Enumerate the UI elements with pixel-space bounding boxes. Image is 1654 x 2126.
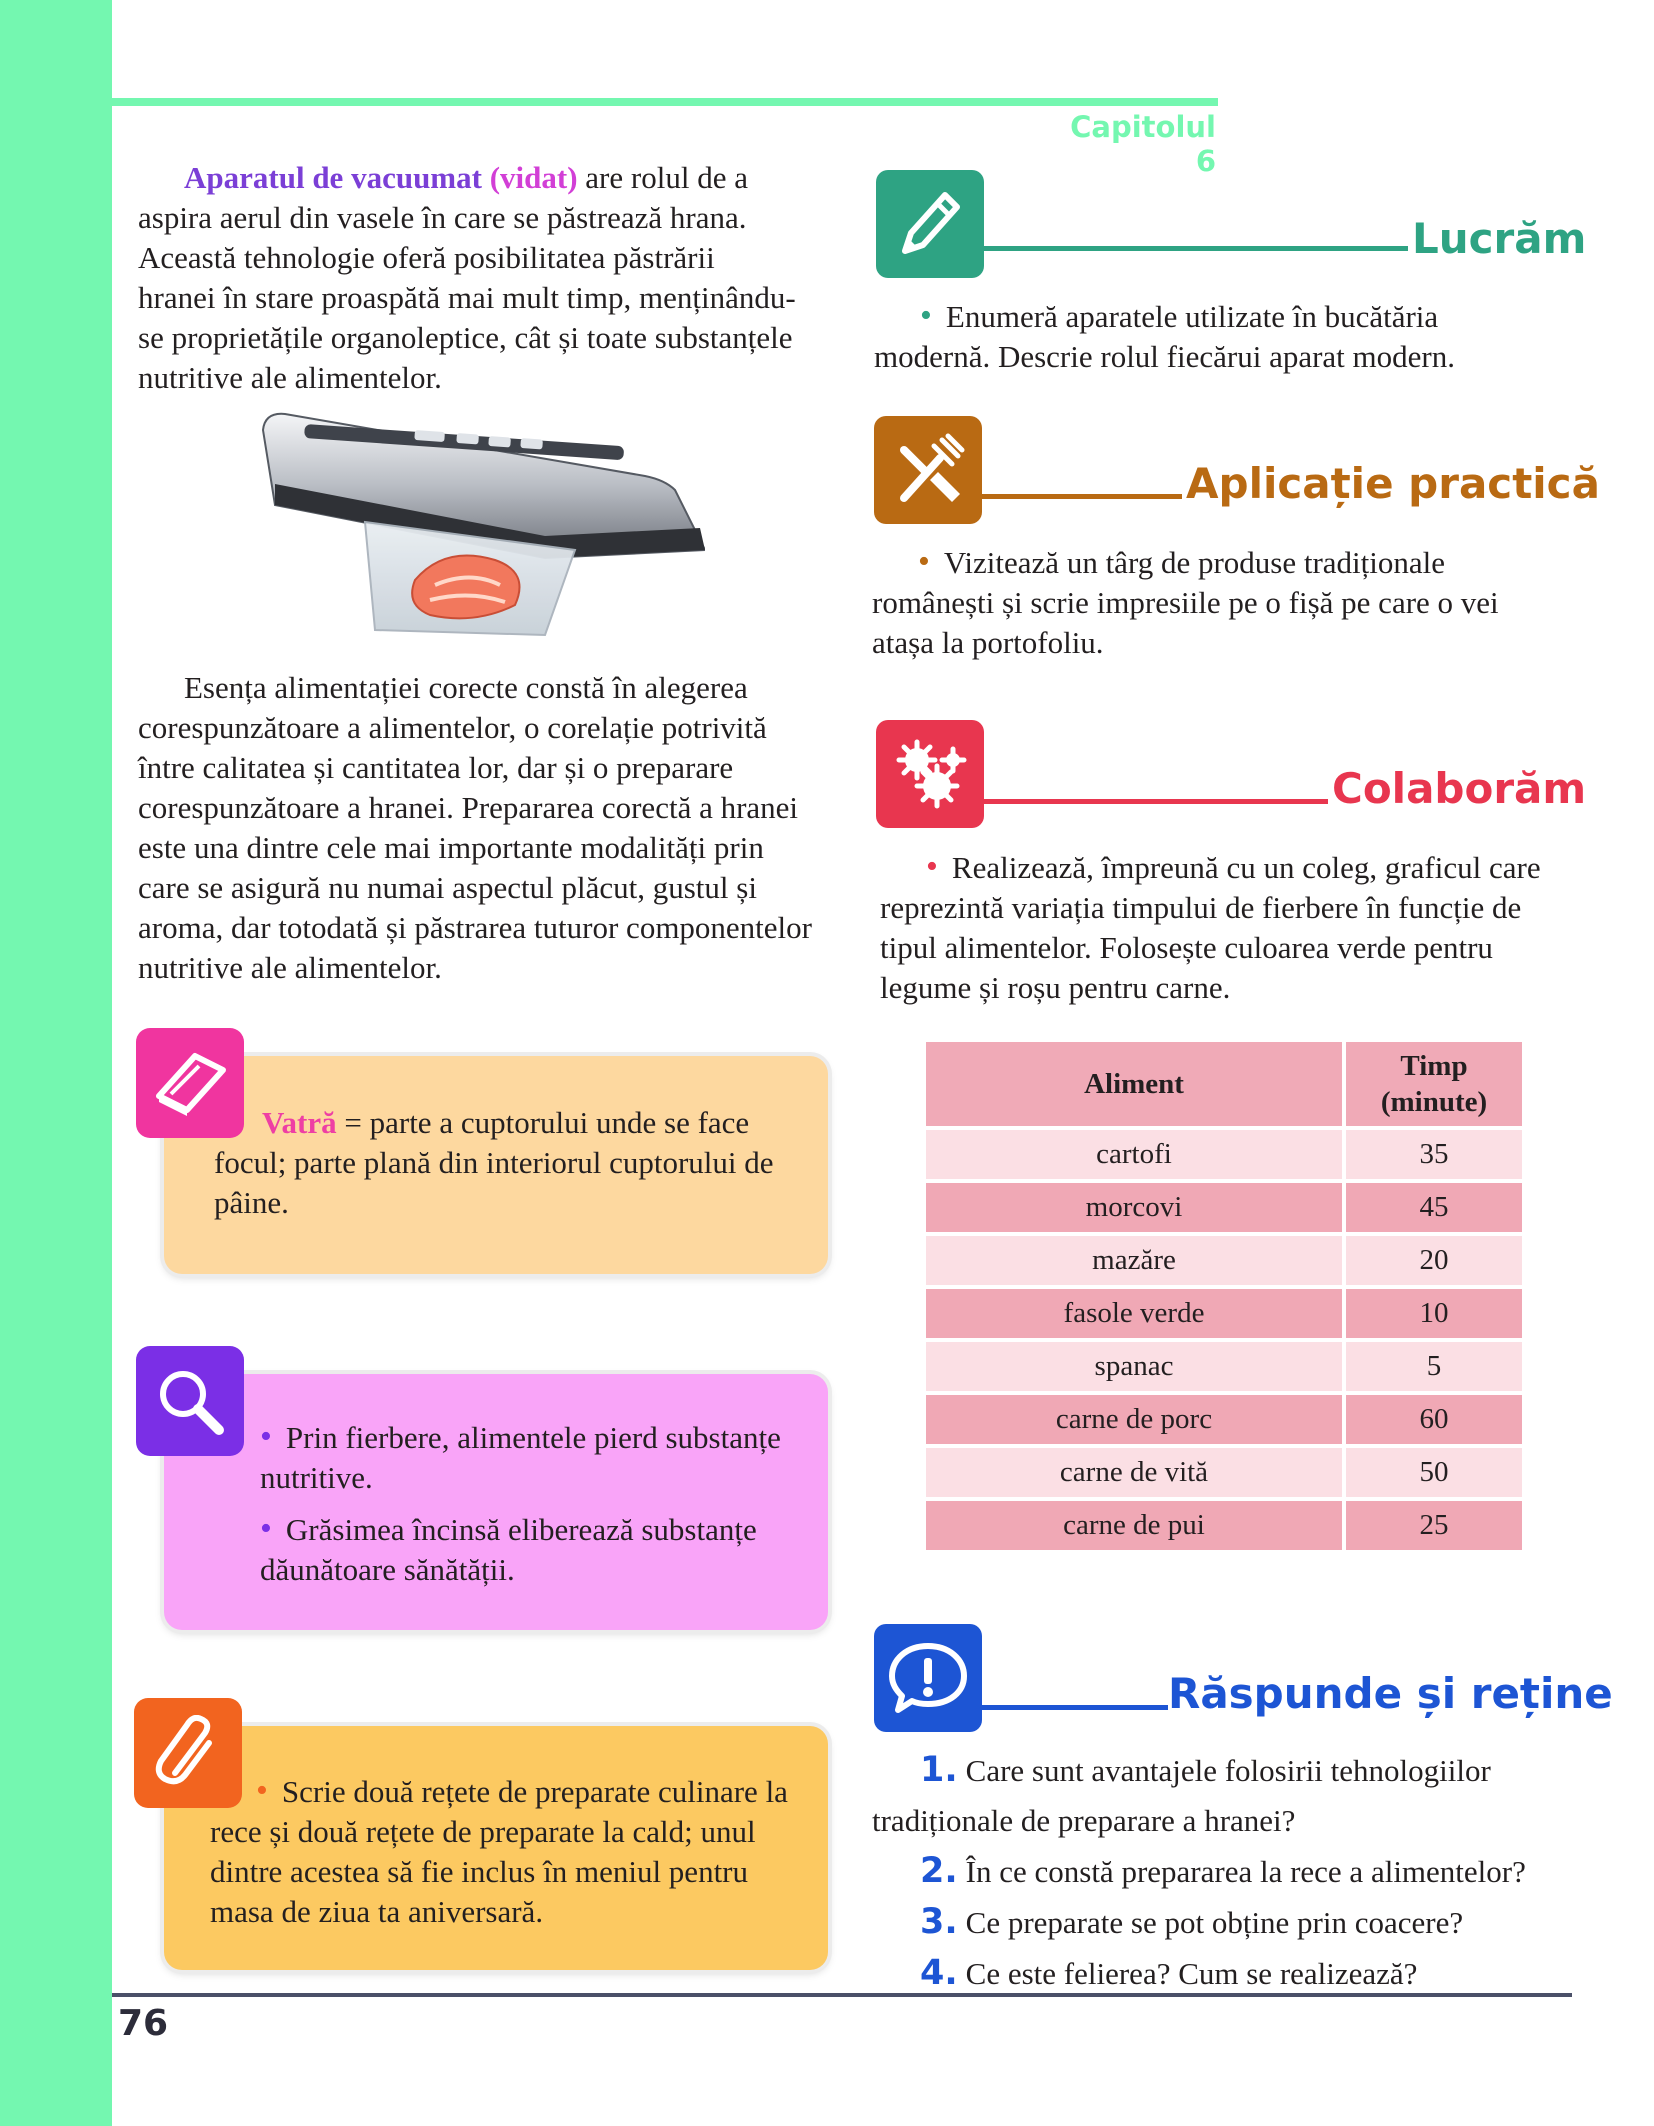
raspunde-title-rule — [982, 1705, 1168, 1710]
table-header-aliment: Aliment — [926, 1042, 1342, 1126]
table-row — [926, 1448, 1522, 1497]
aplicatie-description: Vizitează un târg de produse tradiționale românești și scrie impresiile pe o fișă pe care o vei atașa la portofoliu. — [872, 545, 1499, 660]
question-item: 3. Ce preparate se pot obține prin coacere? — [920, 1902, 1464, 1942]
colaboram-text: • Realizează, împreună cu un coleg, graficul care reprezintă variația timpului de fierbere în funcție de tipul alimentelor. Folosește culoarea verde pentru legume și roșu pentru carne. — [880, 848, 1541, 1005]
question-item: 4. Ce este felierea? Cum se realizează? — [920, 1953, 1418, 1993]
term-vidat: vidat — [500, 160, 568, 195]
vacuum-sealer-image — [245, 410, 705, 640]
table-cell-timp: 60 — [1346, 1395, 1522, 1444]
table-cell-aliment: mazăre — [926, 1236, 1342, 1285]
term-vidat-open: ( — [489, 160, 501, 195]
table-row — [926, 1395, 1522, 1444]
glossary-definition: = parte a cuptorului unde se face focul; parte plană din interiorul cuptorului de pâine. — [214, 1105, 774, 1220]
table-row — [926, 1342, 1522, 1391]
glossary-text — [214, 1103, 814, 1223]
colaboram-description: Realizează, împreună cu un coleg, graficul care reprezintă variația timpului de fierbere în funcție de tipul alimentelor. Folosește culoarea verde pentru legume și roșu pentru carne. — [880, 850, 1541, 1005]
colaboram-title: Colaborăm — [1332, 764, 1587, 813]
aplicatie-title: Aplicație practică — [1186, 459, 1600, 508]
table-row — [926, 1289, 1522, 1338]
table-cell-timp: 10 — [1346, 1289, 1522, 1338]
lucram-title: Lucrăm — [1412, 214, 1587, 263]
table-header-timp — [1346, 1042, 1522, 1126]
lucram-description: Enumeră aparatele utilizate în bucătăria modernă. Descrie rolul fiecărui aparat modern. — [874, 299, 1455, 374]
header-rule — [112, 98, 1218, 106]
lucram-icon-box — [876, 170, 984, 278]
questions-list — [872, 1745, 1572, 1999]
chapter-label: Capitolul 6 — [1070, 110, 1216, 178]
task-description: Scrie două rețete de preparate culinare la rece și două rețete de preparate la cald; unul dintre acestea să fie inclus în meniul pentru masa de ziua ta aniversară. — [210, 1774, 788, 1929]
table-cell-timp: 50 — [1346, 1448, 1522, 1497]
fact-item: • Prin fierbere, alimentele pierd substanțe nutritive. — [260, 1418, 781, 1495]
essence-text: Esența alimentației corecte constă în alegerea corespunzătoare a alimentelor, o corelație potrivită între calitatea și cantitatea lor, dar și o preparare corespunzătoare a hranei. Prepararea corectă a hranei este una dintre cele mai importante modalități prin care se asigură nu numai aspectul plăcut, gustul și aroma, dar totodată și păstrarea tuturor componentelor nutritive ale alimentelor. — [138, 670, 812, 985]
table-cell-aliment: cartofi — [926, 1130, 1342, 1179]
table-cell-timp: 45 — [1346, 1183, 1522, 1232]
speech-bubble-icon — [888, 1640, 968, 1716]
question-item: 1. Care sunt avantajele folosirii tehnologiilor — [920, 1750, 1491, 1790]
table-row — [926, 1501, 1522, 1550]
table-cell-aliment: fasole verde — [926, 1289, 1342, 1338]
table-row — [926, 1236, 1522, 1285]
page-number: 76 — [118, 2003, 169, 2044]
essence-paragraph — [138, 668, 818, 988]
aplicatie-text: • Vizitează un târg de produse tradiționale românești și scrie impresiile pe o fișă pe care o vei atașa la portofoliu. — [872, 543, 1499, 660]
gears-icon — [891, 736, 969, 812]
table-cell-aliment: carne de vită — [926, 1448, 1342, 1497]
colaboram-icon-box — [876, 720, 984, 828]
table-cell-aliment: carne de porc — [926, 1395, 1342, 1444]
boiling-time-table — [922, 1038, 1526, 1554]
footer-rule — [112, 1993, 1572, 1997]
table-cell-aliment: carne de pui — [926, 1501, 1342, 1550]
table-header-timp-line2: (minute) — [1380, 1086, 1488, 1118]
table-cell-timp: 35 — [1346, 1130, 1522, 1179]
raspunde-title: Răspunde și reține — [1168, 1669, 1613, 1718]
term-vacuum-device: Aparatul de vacuumat — [184, 160, 482, 195]
question-item: 2. În ce constă prepararea la rece a alimentelor? — [920, 1851, 1526, 1891]
page-sidebar-band — [0, 0, 112, 2126]
intro-text: are rolul de a aspira aerul din vasele în care se păstrează hrana. Această tehnologie oferă posibilitatea păstrării hranei în stare proaspătă mai mult timp, menținându-se proprietățile organoleptice, cât și toate substanțele nutritive ale alimentelor. — [138, 160, 796, 395]
question-item-continuation: tradiționale de preparare a hranei? — [872, 1803, 1296, 1838]
lucram-title-rule — [984, 246, 1408, 251]
aplicatie-icon-box — [874, 416, 982, 524]
term-vidat-close: ) — [567, 160, 578, 195]
colaboram-title-rule — [984, 799, 1328, 804]
fact-item: • Grăsimea încinsă eliberează substanțe dăunătoare sănătății. — [260, 1510, 757, 1587]
task-text: • Scrie două rețete de preparate culinare la rece și două rețete de preparate la cald; unul dintre acestea să fie inclus în meniul pentru masa de ziua ta aniversară. — [210, 1772, 788, 1929]
facts-list — [214, 1418, 814, 1590]
table-cell-aliment: morcovi — [926, 1183, 1342, 1232]
raspunde-icon-box — [874, 1624, 982, 1732]
intro-paragraph — [138, 158, 798, 398]
table-row — [926, 1183, 1522, 1232]
fork-spatula-icon — [890, 432, 966, 508]
table-cell-timp: 25 — [1346, 1501, 1522, 1550]
table-cell-aliment: spanac — [926, 1342, 1342, 1391]
table-row — [926, 1130, 1522, 1179]
pencil-icon — [895, 187, 965, 261]
aplicatie-title-rule — [982, 494, 1182, 499]
lucram-text: • Enumeră aparatele utilizate în bucătăria modernă. Descrie rolul fiecărui aparat modern. — [874, 297, 1455, 374]
table-cell-timp: 20 — [1346, 1236, 1522, 1285]
glossary-term: Vatră — [262, 1105, 337, 1140]
table-cell-timp: 5 — [1346, 1342, 1522, 1391]
table-header-timp-line1: Timp — [1400, 1050, 1468, 1082]
